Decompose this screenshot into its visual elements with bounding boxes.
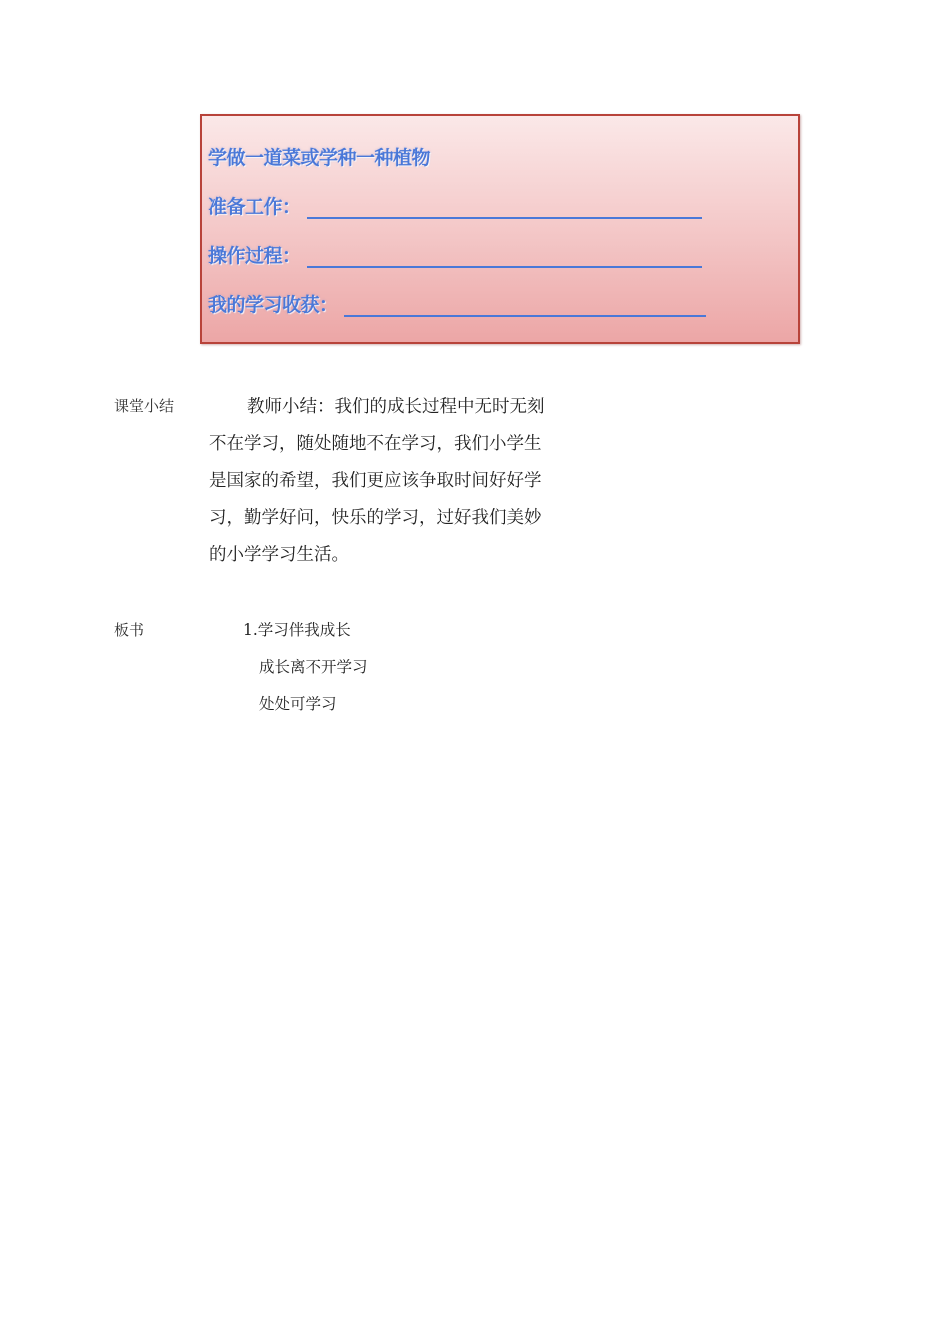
process-label: 操作过程： xyxy=(208,245,301,267)
process-blank-line xyxy=(307,248,702,268)
board-item: 处处可学习 xyxy=(259,695,337,713)
board-section-label: 板书 xyxy=(114,621,145,639)
activity-title: 学做一道菜或学种一种植物 xyxy=(208,147,431,169)
summary-line: 是国家的希望，我们更应该争取时间好好学 xyxy=(209,471,542,491)
board-item: 成长离不开学习 xyxy=(259,658,368,676)
summary-line: 习，勤学好问，快乐的学习，过好我们美妙 xyxy=(209,508,542,528)
preparation-label: 准备工作： xyxy=(208,196,301,218)
board-item-heading: 1.学习伴我成长 xyxy=(243,621,351,639)
summary-paragraph xyxy=(209,389,579,574)
preparation-blank-line xyxy=(307,199,702,219)
summary-line: 的小学学习生活。 xyxy=(209,545,349,565)
harvest-blank-line xyxy=(344,297,706,317)
activity-box xyxy=(200,114,800,344)
process-row xyxy=(208,241,702,268)
summary-line: 不在学习，随处随地不在学习，我们小学生 xyxy=(209,434,542,454)
harvest-label: 我的学习收获： xyxy=(208,294,338,316)
summary-section-label: 课堂小结 xyxy=(114,397,175,415)
summary-line: 教师小结：我们的成长过程中无时无刻 xyxy=(247,397,545,417)
preparation-row xyxy=(208,192,702,219)
harvest-row xyxy=(208,290,706,317)
